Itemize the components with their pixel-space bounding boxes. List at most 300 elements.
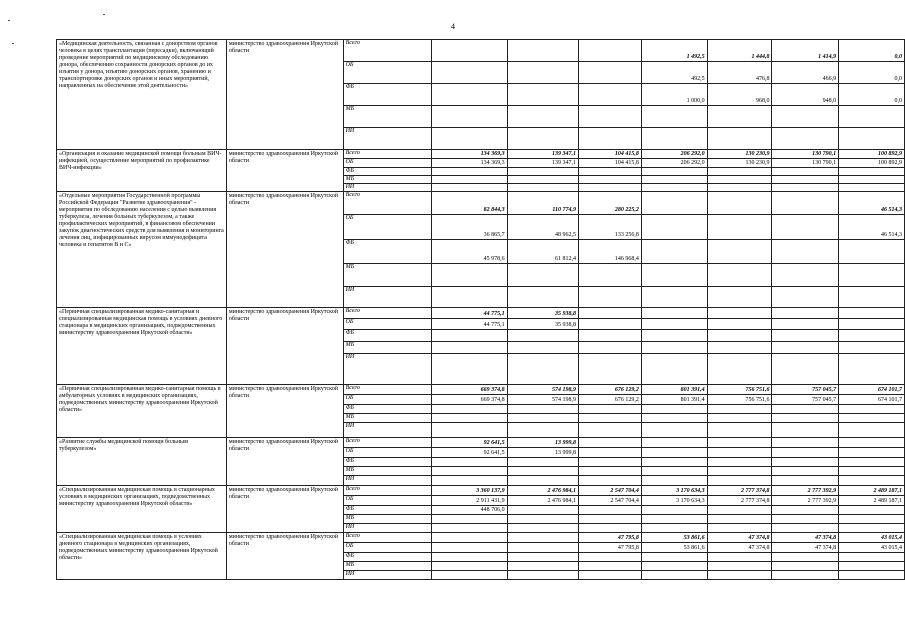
amount-cell [839,128,905,150]
funding-source: ИИ [343,354,432,385]
amount-cell [839,438,905,448]
amount-cell: 0,0 [839,84,905,106]
funding-source: ОБ [343,215,432,240]
amount-cell [641,467,707,476]
amount-cell [507,40,578,62]
amount-cell: 2 777 374,8 [707,486,772,496]
amount-cell [641,168,707,176]
amount-cell: 968,0 [707,84,772,106]
amount-cell [507,264,578,287]
amount-cell [839,330,905,342]
amount-cell [839,423,905,438]
amount-cell [839,467,905,476]
amount-cell [432,476,507,486]
responsible-executor: министерство здравоохранения Иркутской области [226,192,343,308]
amount-cell [579,128,642,150]
funding-source: ФБ [343,240,432,264]
funding-source: МБ [343,106,432,128]
amount-cell [839,176,905,184]
amount-cell [641,342,707,354]
amount-cell: 757 045,7 [772,395,839,405]
amount-cell [707,405,772,414]
amount-cell [707,506,772,515]
amount-cell [432,414,507,423]
amount-cell [772,319,839,330]
amount-cell [772,128,839,150]
funding-source: Всего [343,385,432,395]
amount-cell: 674 101,7 [839,395,905,405]
amount-cell [772,553,839,562]
funding-source: ИИ [343,423,432,438]
funding-source: ИИ [343,184,432,192]
amount-cell [432,264,507,287]
funding-source: МБ [343,414,432,423]
amount-cell [579,106,642,128]
amount-cell [507,476,578,486]
amount-cell [641,176,707,184]
amount-cell: 3 170 634,3 [641,486,707,496]
amount-cell [772,308,839,319]
amount-cell [641,192,707,215]
amount-cell [641,354,707,385]
amount-cell [707,128,772,150]
responsible-executor: министерство здравоохранения Иркутской области [226,438,343,486]
amount-cell [579,458,642,467]
amount-cell: 45 978,6 [432,240,507,264]
amount-cell: 466,9 [772,62,839,84]
amount-cell: 574 198,9 [507,385,578,395]
amount-cell [432,342,507,354]
amount-cell: 47 374,8 [707,533,772,543]
funding-source: ФБ [343,405,432,414]
amount-cell: 44 775,1 [432,308,507,319]
amount-cell [707,330,772,342]
amount-cell [839,515,905,524]
amount-cell: 2 911 431,9 [432,496,507,506]
amount-cell [839,240,905,264]
page-number: 4 [451,22,455,31]
amount-cell [507,106,578,128]
amount-cell: 92 641,5 [432,438,507,448]
amount-cell [641,405,707,414]
amount-cell [772,287,839,308]
amount-cell: 206 292,0 [641,150,707,159]
amount-cell [432,168,507,176]
amount-cell [641,106,707,128]
amount-cell [507,330,578,342]
amount-cell [839,524,905,533]
amount-cell [839,354,905,385]
amount-cell [839,308,905,319]
amount-cell [507,562,578,571]
amount-cell [432,330,507,342]
amount-cell [579,515,642,524]
amount-cell [707,287,772,308]
amount-cell [432,128,507,150]
amount-cell: 669 374,8 [432,385,507,395]
scan-mark [103,14,105,15]
funding-source: ИИ [343,524,432,533]
amount-cell [579,319,642,330]
amount-cell [641,571,707,580]
amount-cell [772,184,839,192]
amount-cell [772,192,839,215]
amount-cell: 448 706,0 [432,506,507,515]
amount-cell [839,458,905,467]
amount-cell: 43 015,4 [839,543,905,553]
amount-cell [579,467,642,476]
amount-cell: 104 415,8 [579,150,642,159]
amount-cell: 47 374,8 [772,543,839,553]
amount-cell [432,84,507,106]
funding-source: ОБ [343,448,432,458]
amount-cell [839,287,905,308]
responsible-executor: министерство здравоохранения Иркутской области [226,533,343,580]
amount-cell [707,264,772,287]
amount-cell [641,330,707,342]
amount-cell [641,476,707,486]
amount-cell: 2 476 984,1 [507,496,578,506]
amount-cell: 35 938,8 [507,319,578,330]
measure-description: «Специализированная медицинская помощь в стационарных условиях в медицинских организациях, подведомственных министерству здравоохранения Иркутской области» [57,486,227,533]
amount-cell: 2 489 187,1 [839,496,905,506]
funding-source: ОБ [343,159,432,168]
amount-cell [707,562,772,571]
amount-cell [772,168,839,176]
measure-description: «Медицинская деятельность, связанная с донорством органов человека в целях трансплантации (пересадки), включающий проведение мероприятий по медицинскому обследованию донора, обеспечению сохранности донорских органов до их изъятия у донора, изъятию донорских органов, хранению и транспортировке донорских органов и иных мероприятий, направленных на обеспечение этой деятельности» [57,40,227,150]
amount-cell [432,287,507,308]
amount-cell: 130 230,9 [707,159,772,168]
amount-cell [507,533,578,543]
measure-description: «Первичная специализированная медико-санитарная помощь в амбулаторных условиях в медицинских организациях, подведомственных министерству здравоохранения Иркутской области» [57,385,227,438]
amount-cell: 676 129,2 [579,395,642,405]
amount-cell [707,342,772,354]
measure-description: «Специализированная медицинская помощь в условиях дневного стационара в медицинских организациях, подведомственных министерству здравоохранения Иркутской области» [57,533,227,580]
amount-cell: 13 999,8 [507,448,578,458]
amount-cell [432,467,507,476]
measure-description: «Первичная специализированная медико-санитарная и специализированная медицинская помощь в условиях дневного стационара в медицинских организациях, подведомственных министерству здравоохранения Иркутской области» [57,308,227,385]
amount-cell: 47 374,8 [772,533,839,543]
amount-cell: 1 492,5 [641,40,707,62]
table-row [57,150,905,159]
funding-source: ИИ [343,287,432,308]
amount-cell [432,533,507,543]
amount-cell [432,543,507,553]
amount-cell [507,524,578,533]
amount-cell [772,405,839,414]
table-row [57,533,905,543]
responsible-executor: министерство здравоохранения Иркутской области [226,150,343,192]
amount-cell [839,571,905,580]
amount-cell: 669 374,8 [432,395,507,405]
amount-cell [579,62,642,84]
amount-cell [579,84,642,106]
amount-cell [772,330,839,342]
amount-cell: 100 892,9 [839,150,905,159]
amount-cell [579,524,642,533]
amount-cell [579,423,642,438]
amount-cell [641,128,707,150]
amount-cell: 2 777 374,8 [707,496,772,506]
amount-cell [432,515,507,524]
table-row [57,192,905,215]
amount-cell [507,168,578,176]
table-body [57,40,905,580]
funding-source: МБ [343,342,432,354]
amount-cell [579,184,642,192]
amount-cell [641,438,707,448]
amount-cell [507,176,578,184]
funding-source: ФБ [343,330,432,342]
funding-source: ИИ [343,476,432,486]
amount-cell: 130 790,1 [772,150,839,159]
amount-cell: 2 476 984,1 [507,486,578,496]
amount-cell [839,562,905,571]
amount-cell: 104 415,8 [579,159,642,168]
amount-cell [839,476,905,486]
amount-cell [507,84,578,106]
amount-cell [839,319,905,330]
table-row [57,486,905,496]
amount-cell [641,264,707,287]
amount-cell: 676 129,2 [579,385,642,395]
scan-mark [12,43,14,44]
funding-source: МБ [343,515,432,524]
amount-cell [707,184,772,192]
amount-cell [507,354,578,385]
amount-cell: 36 865,7 [432,215,507,240]
amount-cell [507,467,578,476]
amount-cell: 146 968,4 [579,240,642,264]
amount-cell: 130 230,9 [707,150,772,159]
amount-cell [839,106,905,128]
amount-cell [507,342,578,354]
amount-cell: 35 938,8 [507,308,578,319]
amount-cell: 53 861,6 [641,533,707,543]
amount-cell [707,192,772,215]
amount-cell: 756 751,6 [707,385,772,395]
responsible-executor: министерство здравоохранения Иркутской области [226,385,343,438]
amount-cell [579,264,642,287]
amount-cell [432,354,507,385]
funding-source: МБ [343,176,432,184]
budget-table [56,39,905,580]
amount-cell: 44 775,1 [432,319,507,330]
amount-cell [432,405,507,414]
amount-cell [772,524,839,533]
amount-cell [579,308,642,319]
amount-cell: 2 547 704,4 [579,496,642,506]
amount-cell [432,62,507,84]
amount-cell: 3 360 137,9 [432,486,507,496]
amount-cell [641,287,707,308]
funding-source: ОБ [343,319,432,330]
funding-source: Всего [343,438,432,448]
amount-cell [641,184,707,192]
amount-cell [839,264,905,287]
amount-cell [707,414,772,423]
amount-cell: 13 999,8 [507,438,578,448]
amount-cell [432,106,507,128]
funding-source: ИИ [343,128,432,150]
amount-cell [839,506,905,515]
amount-cell: 1 444,8 [707,40,772,62]
amount-cell [579,438,642,448]
amount-cell: 43 015,4 [839,533,905,543]
amount-cell [707,308,772,319]
funding-source: Всего [343,486,432,496]
amount-cell [641,423,707,438]
amount-cell [579,476,642,486]
amount-cell [507,184,578,192]
amount-cell [707,448,772,458]
amount-cell [579,553,642,562]
amount-cell [432,553,507,562]
amount-cell [772,176,839,184]
amount-cell [707,571,772,580]
funding-source: Всего [343,150,432,159]
amount-cell: 757 045,7 [772,385,839,395]
amount-cell: 1 000,0 [641,84,707,106]
funding-source: ОБ [343,543,432,553]
amount-cell [772,458,839,467]
funding-source: ОБ [343,496,432,506]
amount-cell [579,40,642,62]
amount-cell [641,319,707,330]
amount-cell [641,448,707,458]
amount-cell [579,287,642,308]
funding-source: ФБ [343,506,432,515]
amount-cell: 801 391,4 [641,385,707,395]
amount-cell [707,458,772,467]
amount-cell: 110 774,9 [507,192,578,215]
amount-cell [707,476,772,486]
amount-cell [641,524,707,533]
amount-cell: 206 292,0 [641,159,707,168]
amount-cell [839,168,905,176]
amount-cell: 47 795,8 [579,543,642,553]
amount-cell [579,562,642,571]
amount-cell [707,423,772,438]
amount-cell [641,562,707,571]
amount-cell [707,319,772,330]
amount-cell [432,184,507,192]
amount-cell: 1 414,9 [772,40,839,62]
amount-cell [432,524,507,533]
amount-cell [507,571,578,580]
amount-cell [507,405,578,414]
amount-cell: 2 547 704,4 [579,486,642,496]
amount-cell: 756 751,6 [707,395,772,405]
amount-cell [839,342,905,354]
amount-cell: 47 795,8 [579,533,642,543]
amount-cell [772,562,839,571]
amount-cell [772,423,839,438]
amount-cell [641,515,707,524]
amount-cell: 2 489 187,1 [839,486,905,496]
table-row [57,40,905,62]
funding-source: Всего [343,192,432,215]
amount-cell: 48 962,5 [507,215,578,240]
amount-cell: 53 861,6 [641,543,707,553]
amount-cell: 47 374,8 [707,543,772,553]
amount-cell: 0,0 [839,62,905,84]
amount-cell [707,215,772,240]
table-row [57,438,905,448]
amount-cell [579,448,642,458]
funding-source: Всего [343,533,432,543]
amount-cell [507,506,578,515]
amount-cell: 92 641,5 [432,448,507,458]
amount-cell [707,553,772,562]
amount-cell [641,414,707,423]
amount-cell [507,553,578,562]
amount-cell [507,458,578,467]
measure-description: «Отдельные мероприятия Государственной программы Российской Федерации "Развитие здравоохранения" - мероприятия по обследованию населения с целью выявления туберкулеза, лечения больных туберкулезом, а также профилактических мероприятий, в финансовом обеспечении закупок диагностических средств для выявления и мониторинга лечения лиц, инфицированных вирусом иммунодефицита человека и гепатитов В и С» [57,192,227,308]
amount-cell [839,184,905,192]
amount-cell: 492,5 [641,62,707,84]
amount-cell [707,354,772,385]
amount-cell [772,438,839,448]
amount-cell: 3 170 634,3 [641,496,707,506]
amount-cell [707,524,772,533]
funding-source: ФБ [343,458,432,467]
amount-cell [641,506,707,515]
funding-source: ФБ [343,168,432,176]
amount-cell [432,423,507,438]
amount-cell [707,467,772,476]
amount-cell [579,330,642,342]
amount-cell [507,128,578,150]
responsible-executor: министерство здравоохранения Иркутской области [226,40,343,150]
amount-cell [772,264,839,287]
amount-cell [507,515,578,524]
amount-cell [707,438,772,448]
amount-cell [432,40,507,62]
amount-cell: 133 256,8 [579,215,642,240]
amount-cell: 2 777 392,9 [772,496,839,506]
amount-cell [707,515,772,524]
amount-cell [772,215,839,240]
amount-cell [432,458,507,467]
amount-cell [839,414,905,423]
amount-cell: 82 844,3 [432,192,507,215]
amount-cell [641,215,707,240]
funding-source: ФБ [343,553,432,562]
amount-cell [839,448,905,458]
amount-cell [507,543,578,553]
amount-cell [507,414,578,423]
amount-cell [507,287,578,308]
amount-cell [432,571,507,580]
amount-cell: 134 369,3 [432,150,507,159]
funding-source: ИИ [343,571,432,580]
table-row [57,385,905,395]
amount-cell [772,106,839,128]
funding-source: ФБ [343,84,432,106]
amount-cell [579,571,642,580]
amount-cell [641,553,707,562]
amount-cell [772,467,839,476]
amount-cell: 139 347,1 [507,150,578,159]
funding-source: ОБ [343,395,432,405]
amount-cell [772,506,839,515]
amount-cell [579,176,642,184]
measure-description: «Развитие службы медицинской помощи больным туберкулезом» [57,438,227,486]
scan-mark [8,20,10,21]
amount-cell [772,476,839,486]
amount-cell: 46 514,3 [839,215,905,240]
